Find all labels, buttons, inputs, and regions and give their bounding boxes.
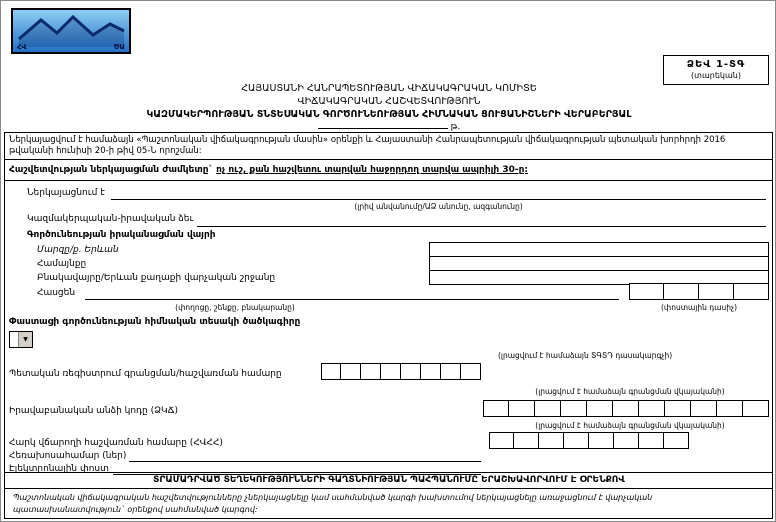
street-hint: (փողոցը, շենքը, բնակարանը) (175, 303, 295, 312)
register-hint: (լրացվում է համաձայն գրանցման վկայականի) (535, 387, 725, 396)
phone-label: Հեռախոսահամար (ներ) (9, 451, 127, 461)
code-cell[interactable] (587, 400, 613, 417)
code-cell[interactable] (321, 363, 341, 380)
entity-code-cells (483, 400, 769, 417)
location-title: Գործունեության իրականացման վայրի (27, 230, 216, 240)
activity-code-label: Փաստացի գործունեության հիմնական տեսակի ծածկագիրը (9, 317, 301, 327)
code-cell[interactable] (381, 363, 401, 380)
form-code: ՁԵՎ 1-ՏԳ (686, 59, 746, 70)
code-cell[interactable] (589, 432, 614, 449)
legal-form-line[interactable] (197, 226, 766, 227)
presenter-label: Ներկայացնում է (27, 188, 105, 198)
deadline-emphasis: ոչ ուշ, քան հաշվետու տարվան հաջորդող տարվա ապրիլի 30-ը: (216, 165, 528, 175)
code-cell[interactable] (664, 283, 699, 300)
deadline-prefix: Հաշվետվության ներկայացման ժամկետը` (9, 165, 213, 175)
code-cell[interactable] (361, 363, 381, 380)
community-input[interactable] (429, 256, 769, 271)
entity-code-label: Իրավաբանական անձի կոդը (ՁԿՃ) (9, 406, 178, 416)
settlement-label: Բնակավայրը/Երևան քաղաքի վարչական շրջանը (37, 273, 276, 283)
armstat-logo (11, 8, 131, 54)
code-cell[interactable] (699, 283, 734, 300)
code-cell[interactable] (639, 400, 665, 417)
legal-basis-text: Ներկայացվում է համաձայն «Պաշտոնական վիճակագրության մասին» օրենքի և Հայաստանի Հանրապետության վիճակագրության պետական խորհրդի 2016 թվականի հունիսի 20-ի թիվ 05-Ն որոշման: (9, 135, 726, 156)
tin-label: Հարկ վճարողի հաշվառման համարը (ՀՎՀՀ) (9, 438, 223, 448)
community-label: Համայնքը (37, 259, 87, 269)
code-cell[interactable] (509, 400, 535, 417)
activity-code-dropdown[interactable] (9, 331, 33, 348)
code-cell[interactable] (665, 400, 691, 417)
code-cell[interactable] (441, 363, 461, 380)
code-cell[interactable] (341, 363, 361, 380)
email-label: Էլեկտրոնային փոստ (9, 464, 109, 474)
code-cell[interactable] (664, 432, 689, 449)
register-label: Պետական ռեգիստրում գրանցման/հաշվառման համարը (9, 369, 282, 379)
code-cell[interactable] (489, 432, 514, 449)
code-cell[interactable] (639, 432, 664, 449)
postal-hint: (փոստային դասիչ) (660, 303, 737, 312)
code-cell[interactable] (561, 400, 587, 417)
code-cell[interactable] (539, 432, 564, 449)
code-cell[interactable] (717, 400, 743, 417)
dropdown-arrow-icon[interactable]: ▼ (18, 332, 32, 347)
presenter-hint: (լրիվ անվանումը/ԱՁ անունը, ազգանունը) (354, 202, 523, 211)
code-cell[interactable] (743, 400, 769, 417)
code-cell[interactable] (461, 363, 481, 380)
divider (4, 180, 773, 181)
code-cell[interactable] (629, 283, 664, 300)
postal-code-cells (629, 283, 769, 300)
marz-label: Մարզը/ք. Երևան (37, 245, 119, 255)
code-cell[interactable] (535, 400, 561, 417)
code-cell[interactable] (483, 400, 509, 417)
marz-input[interactable] (429, 242, 769, 257)
year-blank[interactable] (318, 118, 448, 129)
form-code-box (663, 55, 769, 85)
code-cell[interactable] (421, 363, 441, 380)
divider (4, 159, 773, 160)
register-cells (321, 363, 481, 380)
report-type: ՎԻՃԱԿԱԳՐԱԿԱՆ ՀԱՇՎԵՏՎՈՒԹՅՈՒՆ (297, 96, 481, 107)
phone-line[interactable] (129, 461, 481, 462)
code-cell[interactable] (613, 400, 639, 417)
code-cell[interactable] (401, 363, 421, 380)
entity-code-hint: (լրացվում է համաձայն գրանցման վկայականի) (535, 421, 725, 430)
committee-name: ՀԱՅԱՍՏԱՆԻ ՀԱՆՐԱՊԵՏՈՒԹՅԱՆ ՎԻՃԱԿԱԳՐԱԿԱՆ ԿՈՄԻՏԵ (241, 83, 537, 94)
code-cell[interactable] (734, 283, 769, 300)
code-cell[interactable] (564, 432, 589, 449)
logo-letters-right: ԾԱ (113, 43, 125, 51)
liability-note: Պաշտոնական վիճակագրական հաշվետվությունները չներկայացնելը կամ սահմանված կարգի խախտումով ներկայացնելը առաջացնում է վարչական պատասխանատվություն` օրենքով սահմանված կարգով: (4, 488, 773, 519)
divider (4, 472, 773, 473)
form-title: ԿԱԶՄԱԿԵՐՊՈՒԹՅԱՆ ՏՆՏԵՍԱԿԱՆ ԳՈՐԾՈՒՆԵՈՒԹՅԱՆ ՀԻՄՆԱԿԱՆ ՑՈՒՑԱՆԻՇՆԵՐԻ ՎԵՐԱԲԵՐՅԱԼ (146, 109, 632, 120)
presenter-line[interactable] (111, 199, 766, 200)
code-cell[interactable] (614, 432, 639, 449)
deadline-text (9, 164, 528, 176)
address-line[interactable] (85, 299, 619, 300)
confidentiality-note: ՏՐԱՄԱԴՐՎԱԾ ՏԵՂԵԿՈՒԹՅՈՒՆՆԵՐԻ ԳԱՂՏՆԻՈՒԹՅԱՆ ՊԱՀՊԱՆՈՒՄԸ ԵՐԱՇԽԱՎՈՐՎՈՒՄ Է ՕՐԵՆՔՈՎ (153, 475, 625, 485)
tin-cells (489, 432, 689, 449)
code-cell[interactable] (514, 432, 539, 449)
form-periodicity: (տարեկան) (691, 71, 741, 80)
tgtd-hint: (լրացվում է համաձայն ՏԳՏԴ դասակարգչի) (498, 351, 673, 360)
year-line (1, 118, 776, 132)
address-label: Հասցեն (37, 288, 76, 298)
legal-form-label: Կազմակերպական-իրավական ձեւ (27, 214, 194, 224)
year-suffix: թ. (450, 122, 461, 132)
code-cell[interactable] (691, 400, 717, 417)
logo-letters-left: ՀՎ (17, 43, 27, 51)
